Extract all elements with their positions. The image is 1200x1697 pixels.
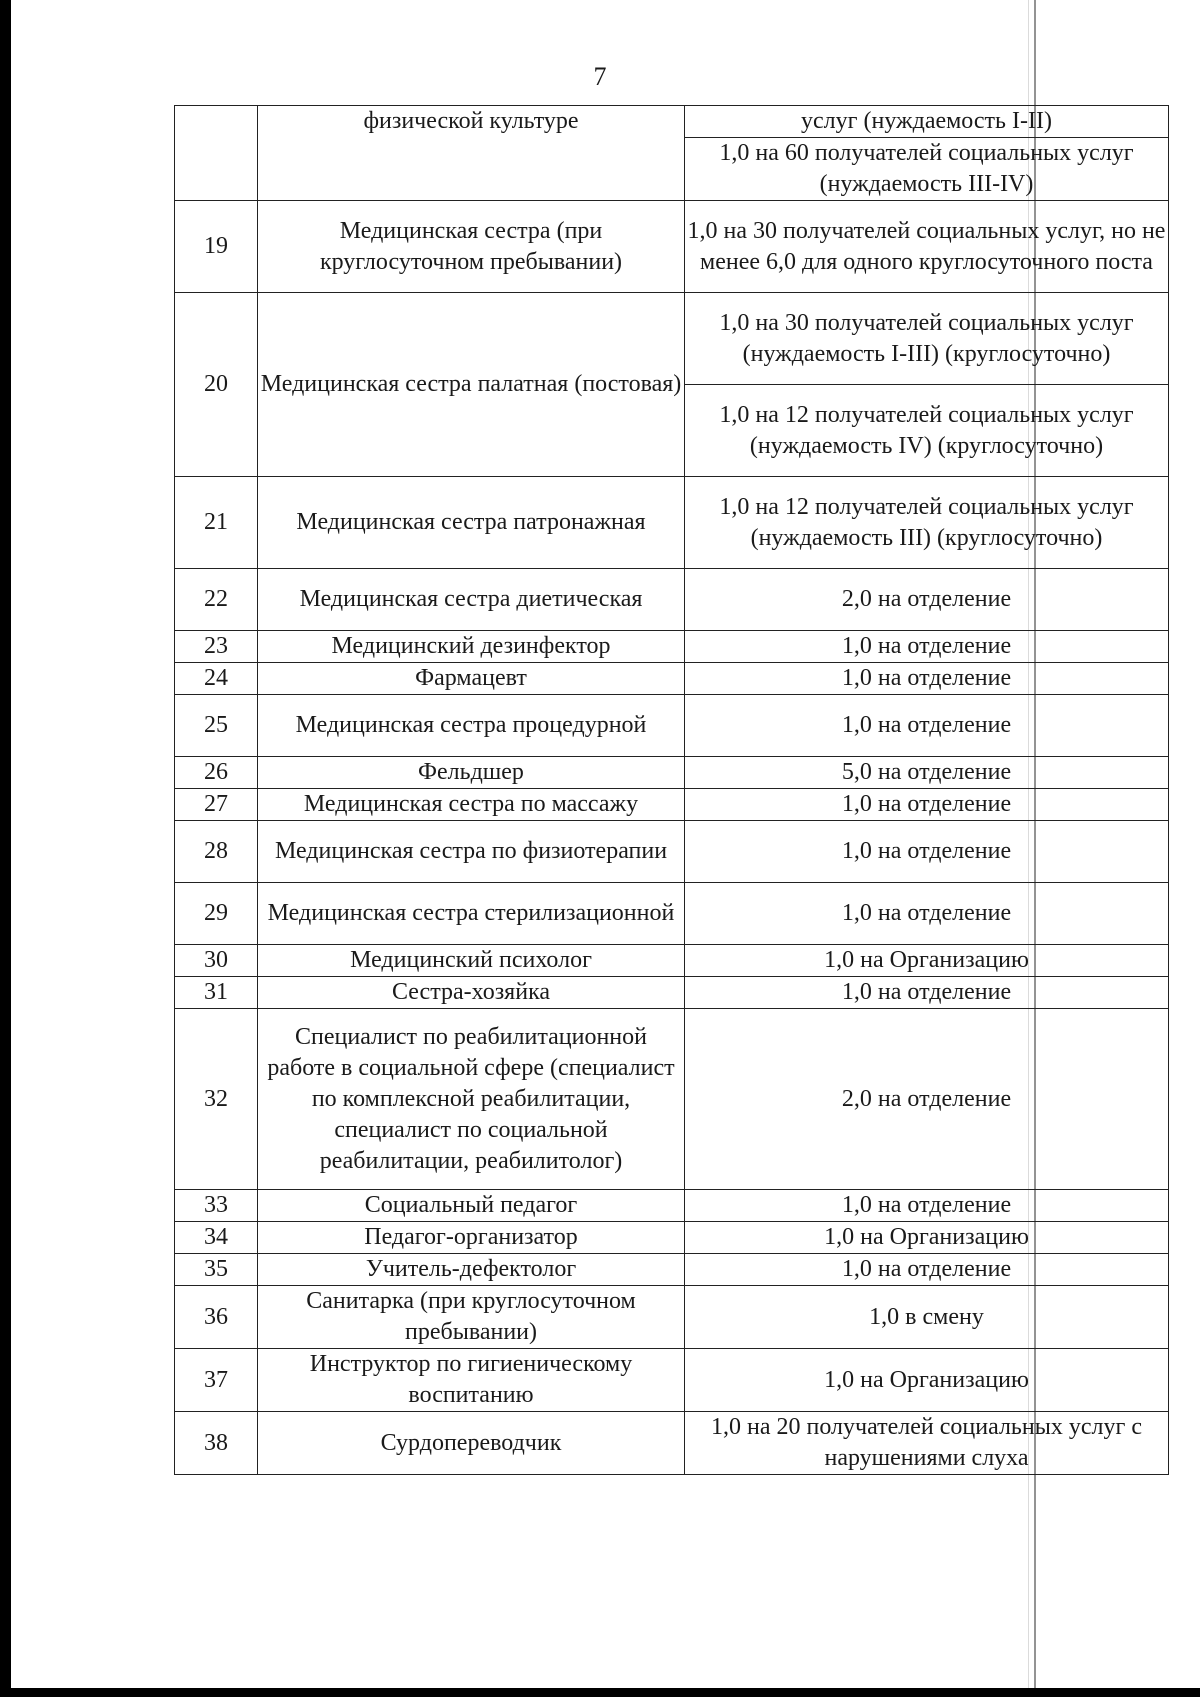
- position-title: Социальный педагог: [258, 1190, 685, 1222]
- table-row: [175, 821, 1169, 883]
- position-title: физической культуре: [258, 106, 685, 201]
- table-row: [175, 1222, 1169, 1254]
- position-title: Медицинская сестра по физиотерапии: [258, 821, 685, 883]
- table-row: [175, 1190, 1169, 1222]
- staffing-norm: 1,0 на отделение: [685, 695, 1169, 757]
- position-title: Инструктор по гигиеническому воспитанию: [258, 1349, 685, 1412]
- staffing-norm: 2,0 на отделение: [685, 569, 1169, 631]
- staffing-norm: 1,0 на 20 получателей социальных услуг с нарушениями слуха: [685, 1412, 1169, 1475]
- row-number: 27: [175, 789, 258, 821]
- position-title: Медицинский дезинфектор: [258, 631, 685, 663]
- row-number: 31: [175, 977, 258, 1009]
- position-title: Сурдопереводчик: [258, 1412, 685, 1475]
- table-row: [175, 695, 1169, 757]
- staffing-norm: 5,0 на отделение: [685, 757, 1169, 789]
- row-number: [175, 106, 258, 201]
- position-title: Медицинская сестра палатная (постовая): [258, 293, 685, 477]
- staffing-norm: 2,0 на отделение: [685, 1009, 1169, 1190]
- row-number: 24: [175, 663, 258, 695]
- row-number: 21: [175, 477, 258, 569]
- table-row: [175, 1009, 1169, 1190]
- staffing-norm: 1,0 на 30 получателей социальных услуг, но не менее 6,0 для одного круглосуточного поста: [685, 201, 1169, 293]
- position-title: Педагог-организатор: [258, 1222, 685, 1254]
- table-row: [175, 1349, 1169, 1412]
- table-row: [175, 477, 1169, 569]
- staffing-norm: 1,0 на отделение: [685, 883, 1169, 945]
- staffing-norm: услуг (нуждаемость I-II): [685, 106, 1169, 138]
- staffing-norm: 1,0 на 12 получателей социальных услуг (нуждаемость III) (круглосуточно): [685, 477, 1169, 569]
- row-number: 32: [175, 1009, 258, 1190]
- position-title: Сестра-хозяйка: [258, 977, 685, 1009]
- staffing-norm: 1,0 на Организацию: [685, 1222, 1169, 1254]
- row-number: 20: [175, 293, 258, 477]
- position-title: Медицинская сестра патронажная: [258, 477, 685, 569]
- page-number: 7: [593, 62, 607, 91]
- staffing-norm: 1,0 в смену: [685, 1286, 1169, 1349]
- position-title: Медицинская сестра стерилизационной: [258, 883, 685, 945]
- staffing-norms-table: [174, 105, 1169, 1475]
- position-title: Учитель-дефектолог: [258, 1254, 685, 1286]
- position-title: Медицинская сестра диетическая: [258, 569, 685, 631]
- row-number: 28: [175, 821, 258, 883]
- staffing-norm: 1,0 на 12 получателей социальных услуг (нуждаемость IV) (круглосуточно): [685, 385, 1169, 477]
- table-row: [175, 663, 1169, 695]
- table-row: [175, 977, 1169, 1009]
- position-title: Медицинская сестра по массажу: [258, 789, 685, 821]
- row-number: 26: [175, 757, 258, 789]
- table-row: [175, 1412, 1169, 1475]
- scan-bottom-edge: [0, 1688, 1200, 1697]
- position-title: Фармацевт: [258, 663, 685, 695]
- row-number: 25: [175, 695, 258, 757]
- table-row: [175, 201, 1169, 293]
- row-number: 35: [175, 1254, 258, 1286]
- row-number: 33: [175, 1190, 258, 1222]
- staffing-norm: 1,0 на 60 получателей социальных услуг (нуждаемость III-IV): [685, 138, 1169, 201]
- staffing-norm: 1,0 на отделение: [685, 1254, 1169, 1286]
- position-title: Медицинская сестра (при круглосуточном пребывании): [258, 201, 685, 293]
- row-number: 19: [175, 201, 258, 293]
- row-number: 36: [175, 1286, 258, 1349]
- position-title: Санитарка (при круглосуточном пребывании): [258, 1286, 685, 1349]
- staffing-norm: 1,0 на отделение: [685, 631, 1169, 663]
- row-number: 37: [175, 1349, 258, 1412]
- table-row: [175, 631, 1169, 663]
- table-row: [175, 569, 1169, 631]
- row-number: 30: [175, 945, 258, 977]
- table-row: [175, 106, 1169, 138]
- staffing-norm: 1,0 на отделение: [685, 1190, 1169, 1222]
- table-row: [175, 945, 1169, 977]
- table-row: [175, 757, 1169, 789]
- scan-left-edge: [0, 0, 11, 1697]
- staffing-norm: 1,0 на отделение: [685, 789, 1169, 821]
- table-row: [175, 1286, 1169, 1349]
- table-row: [175, 1254, 1169, 1286]
- staffing-norm: 1,0 на отделение: [685, 821, 1169, 883]
- position-title: Медицинская сестра процедурной: [258, 695, 685, 757]
- position-title: Специалист по реабилитационной работе в социальной сфере (специалист по комплексной реабилитации, специалист по социальной реабилитации, реабилитолог): [258, 1009, 685, 1190]
- staffing-norm: 1,0 на Организацию: [685, 945, 1169, 977]
- staffing-norm: 1,0 на отделение: [685, 977, 1169, 1009]
- staffing-norm: 1,0 на отделение: [685, 663, 1169, 695]
- table-row: [175, 883, 1169, 945]
- row-number: 22: [175, 569, 258, 631]
- staffing-norm: 1,0 на Организацию: [685, 1349, 1169, 1412]
- position-title: Медицинский психолог: [258, 945, 685, 977]
- row-number: 34: [175, 1222, 258, 1254]
- row-number: 38: [175, 1412, 258, 1475]
- table-row: [175, 293, 1169, 385]
- table-row: [175, 789, 1169, 821]
- row-number: 29: [175, 883, 258, 945]
- row-number: 23: [175, 631, 258, 663]
- staffing-norm: 1,0 на 30 получателей социальных услуг (нуждаемость I-III) (круглосуточно): [685, 293, 1169, 385]
- position-title: Фельдшер: [258, 757, 685, 789]
